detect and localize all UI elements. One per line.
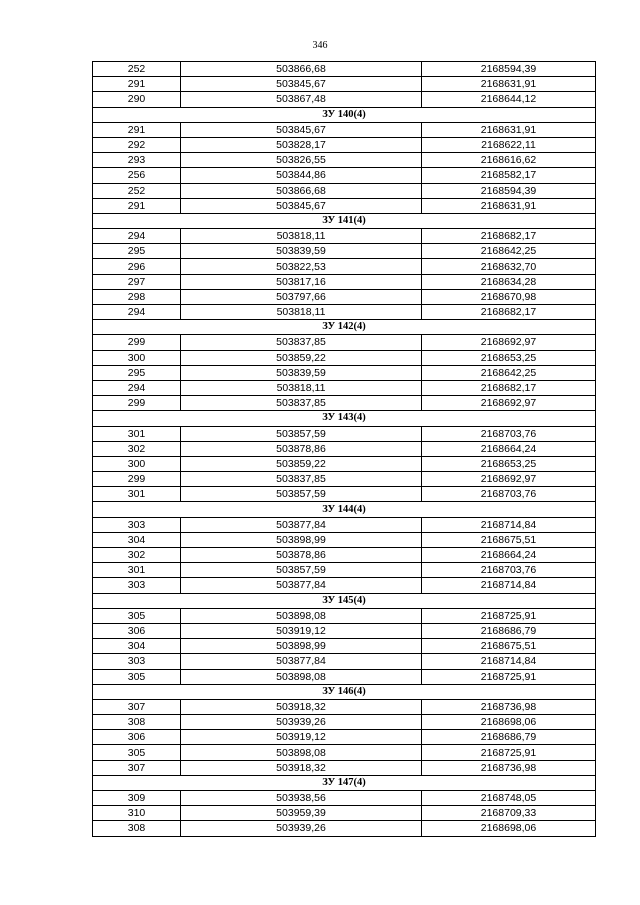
point-number-cell: 302 [93,441,181,456]
point-number-cell: 252 [93,183,181,198]
section-header-row [93,593,596,608]
y-coordinate-cell: 2168725,91 [422,608,596,623]
point-number-cell: 294 [93,380,181,395]
table-row [93,669,596,684]
point-number-cell: 297 [93,274,181,289]
table-row [93,380,596,395]
table-row [93,229,596,244]
y-coordinate-cell: 2168622,11 [422,137,596,152]
point-number-cell: 300 [93,350,181,365]
point-number-cell: 306 [93,623,181,638]
table-row [93,791,596,806]
point-number-cell: 299 [93,472,181,487]
y-coordinate-cell: 2168714,84 [422,578,596,593]
x-coordinate-cell: 503898,08 [181,608,422,623]
table-row [93,548,596,563]
section-header-row [93,213,596,228]
point-number-cell: 298 [93,289,181,304]
y-coordinate-cell: 2168634,28 [422,274,596,289]
x-coordinate-cell: 503859,22 [181,350,422,365]
table-row [93,396,596,411]
point-number-cell: 305 [93,608,181,623]
x-coordinate-cell: 503866,68 [181,183,422,198]
table-row [93,365,596,380]
y-coordinate-cell: 2168703,76 [422,426,596,441]
x-coordinate-cell: 503857,59 [181,426,422,441]
x-coordinate-cell: 503939,26 [181,715,422,730]
point-number-cell: 295 [93,365,181,380]
table-row [93,623,596,638]
y-coordinate-cell: 2168692,97 [422,335,596,350]
y-coordinate-cell: 2168703,76 [422,487,596,502]
y-coordinate-cell: 2168644,12 [422,92,596,107]
table-row [93,806,596,821]
table-row [93,350,596,365]
x-coordinate-cell: 503837,85 [181,472,422,487]
y-coordinate-cell: 2168682,17 [422,229,596,244]
y-coordinate-cell: 2168748,05 [422,791,596,806]
x-coordinate-cell: 503918,32 [181,699,422,714]
table-row [93,608,596,623]
section-title: ЗУ 141(4) [93,213,596,228]
point-number-cell: 302 [93,548,181,563]
point-number-cell: 307 [93,699,181,714]
table-row [93,305,596,320]
table-row [93,487,596,502]
x-coordinate-cell: 503938,56 [181,791,422,806]
table-row [93,639,596,654]
coordinates-table [92,61,596,837]
table-row [93,183,596,198]
y-coordinate-cell: 2168698,06 [422,715,596,730]
table-row [93,62,596,77]
y-coordinate-cell: 2168653,25 [422,350,596,365]
table-row [93,122,596,137]
x-coordinate-cell: 503826,55 [181,153,422,168]
point-number-cell: 304 [93,532,181,547]
y-coordinate-cell: 2168703,76 [422,563,596,578]
section-header-row [93,107,596,122]
point-number-cell: 308 [93,821,181,836]
x-coordinate-cell: 503898,08 [181,669,422,684]
section-header-row [93,502,596,517]
table-row [93,335,596,350]
y-coordinate-cell: 2168686,79 [422,623,596,638]
y-coordinate-cell: 2168631,91 [422,77,596,92]
x-coordinate-cell: 503898,99 [181,639,422,654]
point-number-cell: 301 [93,487,181,502]
y-coordinate-cell: 2168692,97 [422,396,596,411]
point-number-cell: 305 [93,745,181,760]
section-title: ЗУ 142(4) [93,320,596,335]
table-row [93,137,596,152]
section-title: ЗУ 145(4) [93,593,596,608]
section-header-row [93,684,596,699]
y-coordinate-cell: 2168692,97 [422,472,596,487]
x-coordinate-cell: 503818,11 [181,305,422,320]
table-row [93,517,596,532]
table-row [93,760,596,775]
table-row [93,730,596,745]
x-coordinate-cell: 503867,48 [181,92,422,107]
table-row [93,77,596,92]
point-number-cell: 310 [93,806,181,821]
section-title: ЗУ 140(4) [93,107,596,122]
y-coordinate-cell: 2168698,06 [422,821,596,836]
table-row [93,274,596,289]
x-coordinate-cell: 503877,84 [181,578,422,593]
point-number-cell: 252 [93,62,181,77]
y-coordinate-cell: 2168594,39 [422,62,596,77]
x-coordinate-cell: 503919,12 [181,623,422,638]
y-coordinate-cell: 2168616,62 [422,153,596,168]
x-coordinate-cell: 503818,11 [181,380,422,395]
y-coordinate-cell: 2168725,91 [422,669,596,684]
y-coordinate-cell: 2168632,70 [422,259,596,274]
x-coordinate-cell: 503845,67 [181,122,422,137]
x-coordinate-cell: 503839,59 [181,244,422,259]
section-title: ЗУ 143(4) [93,411,596,426]
x-coordinate-cell: 503866,68 [181,62,422,77]
table-row [93,289,596,304]
y-coordinate-cell: 2168675,51 [422,532,596,547]
y-coordinate-cell: 2168714,84 [422,654,596,669]
x-coordinate-cell: 503844,86 [181,168,422,183]
point-number-cell: 290 [93,92,181,107]
point-number-cell: 306 [93,730,181,745]
point-number-cell: 301 [93,563,181,578]
point-number-cell: 296 [93,259,181,274]
x-coordinate-cell: 503845,67 [181,198,422,213]
x-coordinate-cell: 503817,16 [181,274,422,289]
x-coordinate-cell: 503878,86 [181,441,422,456]
table-row [93,654,596,669]
table-row [93,699,596,714]
y-coordinate-cell: 2168653,25 [422,456,596,471]
point-number-cell: 299 [93,335,181,350]
x-coordinate-cell: 503918,32 [181,760,422,775]
x-coordinate-cell: 503839,59 [181,365,422,380]
point-number-cell: 304 [93,639,181,654]
x-coordinate-cell: 503857,59 [181,563,422,578]
y-coordinate-cell: 2168582,17 [422,168,596,183]
section-title: ЗУ 147(4) [93,775,596,790]
point-number-cell: 300 [93,456,181,471]
x-coordinate-cell: 503818,11 [181,229,422,244]
y-coordinate-cell: 2168631,91 [422,122,596,137]
y-coordinate-cell: 2168736,98 [422,699,596,714]
y-coordinate-cell: 2168714,84 [422,517,596,532]
point-number-cell: 303 [93,578,181,593]
y-coordinate-cell: 2168594,39 [422,183,596,198]
x-coordinate-cell: 503845,67 [181,77,422,92]
section-header-row [93,775,596,790]
point-number-cell: 293 [93,153,181,168]
x-coordinate-cell: 503939,26 [181,821,422,836]
x-coordinate-cell: 503797,66 [181,289,422,304]
table-row [93,563,596,578]
coordinates-table-body [93,62,596,837]
x-coordinate-cell: 503959,39 [181,806,422,821]
y-coordinate-cell: 2168736,98 [422,760,596,775]
x-coordinate-cell: 503898,08 [181,745,422,760]
x-coordinate-cell: 503877,84 [181,517,422,532]
section-title: ЗУ 144(4) [93,502,596,517]
table-row [93,578,596,593]
section-header-row [93,411,596,426]
x-coordinate-cell: 503898,99 [181,532,422,547]
point-number-cell: 294 [93,229,181,244]
point-number-cell: 291 [93,198,181,213]
y-coordinate-cell: 2168675,51 [422,639,596,654]
page-number: 346 [312,40,328,51]
table-row [93,456,596,471]
y-coordinate-cell: 2168631,91 [422,198,596,213]
y-coordinate-cell: 2168664,24 [422,548,596,563]
table-row [93,168,596,183]
y-coordinate-cell: 2168642,25 [422,365,596,380]
point-number-cell: 299 [93,396,181,411]
table-row [93,745,596,760]
table-row [93,92,596,107]
y-coordinate-cell: 2168670,98 [422,289,596,304]
point-number-cell: 303 [93,517,181,532]
point-number-cell: 291 [93,77,181,92]
point-number-cell: 294 [93,305,181,320]
point-number-cell: 308 [93,715,181,730]
x-coordinate-cell: 503857,59 [181,487,422,502]
x-coordinate-cell: 503919,12 [181,730,422,745]
x-coordinate-cell: 503878,86 [181,548,422,563]
table-row [93,259,596,274]
table-row [93,441,596,456]
table-row [93,821,596,836]
table-row [93,198,596,213]
table-row [93,426,596,441]
y-coordinate-cell: 2168642,25 [422,244,596,259]
point-number-cell: 295 [93,244,181,259]
section-title: ЗУ 146(4) [93,684,596,699]
y-coordinate-cell: 2168664,24 [422,441,596,456]
point-number-cell: 307 [93,760,181,775]
x-coordinate-cell: 503877,84 [181,654,422,669]
point-number-cell: 305 [93,669,181,684]
table-row [93,532,596,547]
point-number-cell: 309 [93,791,181,806]
x-coordinate-cell: 503822,53 [181,259,422,274]
y-coordinate-cell: 2168686,79 [422,730,596,745]
x-coordinate-cell: 503828,17 [181,137,422,152]
point-number-cell: 291 [93,122,181,137]
y-coordinate-cell: 2168725,91 [422,745,596,760]
y-coordinate-cell: 2168709,33 [422,806,596,821]
y-coordinate-cell: 2168682,17 [422,305,596,320]
y-coordinate-cell: 2168682,17 [422,380,596,395]
table-row [93,715,596,730]
x-coordinate-cell: 503837,85 [181,396,422,411]
section-header-row [93,320,596,335]
table-row [93,244,596,259]
x-coordinate-cell: 503859,22 [181,456,422,471]
point-number-cell: 303 [93,654,181,669]
table-row [93,472,596,487]
point-number-cell: 292 [93,137,181,152]
x-coordinate-cell: 503837,85 [181,335,422,350]
point-number-cell: 301 [93,426,181,441]
table-row [93,153,596,168]
point-number-cell: 256 [93,168,181,183]
